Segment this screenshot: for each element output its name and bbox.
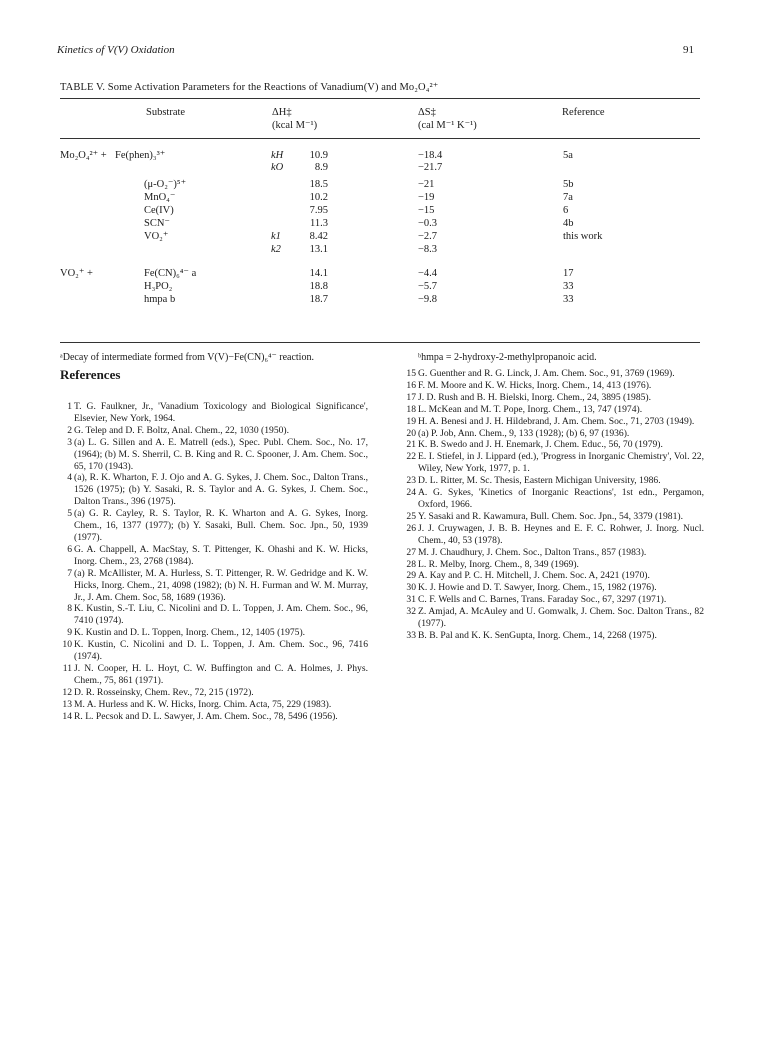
running-head [57, 44, 694, 60]
reference-number: 33 [406, 629, 416, 641]
reference-text: A. G. Sykes, 'Kinetics of Inorganic Reactions', 1st edn., Pergamon, Oxford, 1966. [418, 487, 704, 510]
row-delta-s: −19 [418, 192, 435, 203]
header-delta-s-unit: (cal M⁻¹ K⁻¹) [418, 120, 477, 131]
reference-number: 28 [406, 558, 416, 570]
reference-text: K. Kustin, C. Nicolini and D. L. Toppen, J. Am. Chem. Soc., 96, 7416 (1974). [74, 639, 368, 663]
reference-text: J. N. Cooper, H. L. Hoyt, C. W. Buffington and C. A. Holmes, J. Phys. Chem., 75, 861 (1971). [74, 662, 368, 686]
reference-text: (a) P. Job, Ann. Chem., 9, 133 (1928); (b) 6, 97 (1936). [418, 427, 630, 439]
reference-number: 6 [67, 543, 72, 555]
row-delta-s: −2.7 [418, 231, 438, 242]
row-delta-s: −5.7 [418, 281, 438, 292]
table-caption: TABLE V. Some Activation Parameters for the Reactions of Vanadium(V) and Mo₂O₄²⁺ [60, 82, 439, 93]
row-delta-h: 7.95 [309, 205, 328, 216]
reference-text: (a) G. R. Cayley, R. S. Taylor, R. K. Wharton and A. G. Sykes, Inorg. Chem., 16, 1377 (1977); (b) Y. Sasaki, Bull. Chem. Soc. Jpn., 50, 1939 (1977). [74, 508, 368, 543]
row-reactant: VO₂⁺ + [60, 268, 93, 279]
reference-entry [404, 368, 704, 380]
reference-text: G. A. Chappell, A. MacStay, S. T. Pittenger, K. Ohashi and K. W. Hicks, Inorg. Chem., 23, 2768 (1984). [74, 543, 368, 567]
reference-text: H. A. Benesi and J. H. Hildebrand, J. Am. Chem. Soc., 71, 2703 (1949). [418, 415, 695, 427]
row-reference: 17 [563, 268, 574, 279]
reference-number: 29 [406, 570, 416, 582]
reference-text: D. R. Rosseinsky, Chem. Rev., 72, 215 (1972). [74, 686, 254, 698]
row-substrate: MnO₄⁻ [144, 192, 176, 203]
reference-text: M. J. Chaudhury, J. Chem. Soc., Dalton Trans., 857 (1983). [418, 546, 647, 558]
running-title: Kinetics of V(V) Oxidation [57, 44, 175, 56]
reference-entry [60, 711, 368, 723]
row-delta-s: −18.4 [418, 150, 443, 161]
reference-entry [60, 437, 368, 473]
reference-number: 22 [406, 451, 416, 463]
reference-entry [404, 416, 704, 428]
reference-number: 32 [406, 606, 416, 618]
row-reference: 5a [563, 150, 573, 161]
row-rate-constant: kH [271, 150, 284, 161]
row-substrate: H₃PO₂ [144, 281, 173, 292]
row-delta-s: −4.4 [418, 268, 438, 279]
reference-number: 1 [67, 401, 72, 412]
reference-number: 15 [406, 368, 416, 379]
reference-number: 13 [62, 698, 72, 710]
reference-number: 17 [406, 391, 416, 403]
row-reference: 33 [563, 281, 574, 292]
row-substrate: hmpa b [144, 294, 176, 305]
row-delta-s: −21.7 [418, 162, 443, 173]
reference-number: 7 [67, 567, 72, 579]
reference-entry [404, 523, 704, 547]
row-delta-h: 18.5 [309, 179, 328, 190]
table-top-rule [60, 98, 700, 99]
header-substrate: Substrate [146, 107, 186, 118]
activation-parameters-table [60, 98, 700, 344]
page-number: 91 [683, 44, 694, 56]
row-delta-s: −9.8 [418, 294, 438, 305]
reference-entry [60, 425, 368, 437]
table-footnote-a: ᵃDecay of intermediate formed from V(V)−Fe(CN)₆⁴⁻ reaction. [60, 352, 314, 363]
row-rate-constant: kO [271, 162, 284, 173]
reference-text: T. G. Faulkner, Jr., 'Vanadium Toxicology and Biological Significance', Elsevier, New York, 1964. [74, 401, 368, 424]
row-reference: 6 [563, 205, 569, 216]
reference-entry [60, 508, 368, 544]
reference-entry [60, 627, 368, 639]
references-right-column [404, 368, 704, 642]
reference-number: 23 [406, 475, 416, 487]
row-delta-s: −8.3 [418, 244, 438, 255]
row-delta-h: 11.3 [310, 218, 328, 229]
reference-number: 31 [406, 594, 416, 606]
reference-entry [404, 582, 704, 594]
header-reference: Reference [562, 107, 605, 118]
row-delta-h: 8.9 [314, 162, 328, 173]
reference-entry [404, 475, 704, 487]
reference-text: D. L. Ritter, M. Sc. Thesis, Eastern Michigan University, 1986. [418, 475, 661, 487]
reference-entry [404, 594, 704, 606]
reference-number: 26 [406, 522, 416, 534]
reference-number: 19 [406, 415, 416, 427]
reference-text: K. J. Howie and D. T. Sawyer, Inorg. Chem., 15, 1982 (1976). [418, 582, 657, 594]
reference-text: (a) L. G. Sillen and A. E. Matrell (eds.), Spec. Publ. Chem. Soc., No. 17, (1964); (b) M. S. Sherril, C. B. King and R. C. Spooner, J. Am. Chem. Soc., 65, 170 (1943). [74, 436, 368, 472]
row-delta-s: −0.3 [418, 218, 438, 229]
references-left-column [60, 401, 368, 722]
reference-entry [60, 568, 368, 604]
reference-text: R. L. Pecsok and D. L. Sawyer, J. Am. Chem. Soc., 78, 5496 (1956). [74, 710, 338, 722]
row-substrate: VO₂⁺ [144, 231, 169, 242]
reference-text: E. I. Stiefel, in J. Lippard (ed.), 'Progress in Inorganic Chemistry', Vol. 22, Wiley, New York, 1977, p. 1. [418, 451, 704, 475]
reference-entry [404, 511, 704, 523]
row-delta-h: 10.2 [309, 192, 328, 203]
reference-number: 14 [62, 710, 72, 722]
reference-text: G. Telep and D. F. Boltz, Anal. Chem., 22, 1030 (1950). [74, 424, 290, 436]
reference-text: A. Kay and P. C. H. Mitchell, J. Chem. Soc. A, 2421 (1970). [418, 570, 650, 582]
header-delta-s: ΔS‡ [418, 107, 436, 118]
row-delta-h: 13.1 [309, 244, 328, 255]
reference-number: 2 [67, 424, 72, 436]
row-substrate: Fe(CN)₆⁴⁻ a [144, 268, 197, 279]
reference-entry [60, 699, 368, 711]
reference-entry [404, 392, 704, 404]
reference-entry [60, 401, 368, 425]
row-rate-constant: k2 [271, 244, 281, 255]
reference-number: 9 [67, 627, 72, 639]
reference-number: 25 [406, 510, 416, 522]
row-delta-h: 10.9 [309, 150, 328, 161]
reference-number: 24 [406, 487, 416, 499]
row-reference: this work [563, 231, 603, 242]
reference-text: C. F. Wells and C. Barnes, Trans. Faraday Soc., 67, 3297 (1971). [418, 594, 667, 606]
reference-entry [60, 544, 368, 568]
reference-text: K. Kustin and D. L. Toppen, Inorg. Chem., 12, 1405 (1975). [74, 627, 306, 639]
row-substrate: Ce(IV) [144, 205, 174, 216]
table-footnote-b: ᵇhmpa = 2-hydroxy-2-methylpropanoic acid. [418, 352, 597, 363]
reference-number: 5 [67, 508, 72, 520]
reference-entry [404, 404, 704, 416]
reference-number: 21 [406, 439, 416, 451]
table-bottom-rule [60, 342, 700, 343]
reference-number: 4 [67, 472, 72, 484]
reference-text: L. McKean and M. T. Pope, Inorg. Chem., 13, 747 (1974). [418, 403, 643, 415]
reference-text: J. J. Cruywagen, J. B. B. Heynes and E. F. C. Rohwer, J. Inorg. Nucl. Chem., 40, 53 (1978). [418, 522, 704, 546]
reference-text: L. R. Melby, Inorg. Chem., 8, 349 (1969). [418, 558, 579, 570]
row-reference: 33 [563, 294, 574, 305]
reference-number: 3 [67, 436, 72, 448]
table-header-rule [60, 138, 700, 139]
reference-text: J. D. Rush and B. H. Bielski, Inorg. Chem., 24, 3895 (1985). [418, 391, 651, 403]
reference-entry [404, 439, 704, 451]
reference-text: B. B. Pal and K. K. SenGupta, Inorg. Chem., 14, 2268 (1975). [418, 629, 657, 641]
row-delta-h: 14.1 [309, 268, 328, 279]
row-reference: 7a [563, 192, 573, 203]
reference-text: (a) R. McAllister, M. A. Hurless, S. T. Pittenger, R. W. Gedridge and K. W. Hicks, Inorg. Chem., 21, 4098 (1982); (b) N. H. Furman and W. M. Murray, Jr., J. Am. Chem. Soc, 58, 1689 (1936). [74, 567, 368, 603]
reference-number: 27 [406, 546, 416, 558]
row-delta-h: 18.7 [309, 294, 328, 305]
reference-number: 8 [67, 603, 72, 615]
reference-entry [404, 606, 704, 630]
reference-text: F. M. Moore and K. W. Hicks, Inorg. Chem., 14, 413 (1976). [418, 379, 652, 391]
reference-entry [404, 547, 704, 559]
reference-number: 11 [62, 662, 72, 674]
row-delta-s: −15 [418, 205, 435, 216]
row-reactant: Mo₂O₄²⁺ + [60, 150, 107, 161]
reference-text: K. Kustin, S.-T. Liu, C. Nicolini and D. L. Toppen, J. Am. Chem. Soc., 96, 7410 (1974). [74, 603, 368, 627]
reference-number: 20 [406, 427, 416, 439]
reference-entry [60, 687, 368, 699]
reference-number: 12 [62, 686, 72, 698]
row-substrate: (μ-O₂⁻)⁵⁺ [144, 179, 187, 190]
reference-text: Y. Sasaki and R. Kawamura, Bull. Chem. Soc. Jpn., 54, 3379 (1981). [418, 510, 683, 522]
reference-entry [60, 663, 368, 687]
reference-entry [404, 428, 704, 440]
reference-text: Z. Amjad, A. McAuley and U. Gomwalk, J. Chem. Soc. Dalton Trans., 82 (1977). [418, 606, 704, 630]
row-reference: 5b [563, 179, 574, 190]
reference-number: 10 [62, 639, 72, 651]
reference-number: 30 [406, 582, 416, 594]
reference-entry [404, 380, 704, 392]
header-delta-h-unit: (kcal M⁻¹) [272, 120, 318, 131]
row-substrate: Fe(phen)₃³⁺ [115, 150, 166, 161]
reference-text: G. Guenther and R. G. Linck, J. Am. Chem. Soc., 91, 3769 (1969). [418, 368, 675, 379]
row-substrate: SCN⁻ [144, 218, 170, 229]
reference-number: 16 [406, 379, 416, 391]
reference-entry [404, 451, 704, 475]
reference-entry [404, 487, 704, 511]
reference-entry [404, 559, 704, 571]
row-delta-s: −21 [418, 179, 435, 190]
reference-entry [60, 639, 368, 663]
reference-text: M. A. Hurless and K. W. Hicks, Inorg. Chim. Acta, 75, 229 (1983). [74, 698, 332, 710]
row-reference: 4b [563, 218, 574, 229]
references-heading: References [60, 367, 121, 382]
row-delta-h: 8.42 [309, 231, 328, 242]
reference-text: (a), R. K. Wharton, F. J. Ojo and A. G. Sykes, J. Chem. Soc., Dalton Trans., 1526 (1975); (b) Y. Sasaki, R. S. Taylor and A. G. Sykes, J. Chem. Soc., Dalton Trans., 396 (1975). [74, 472, 368, 508]
header-delta-h: ΔH‡ [272, 107, 292, 118]
reference-number: 18 [406, 403, 416, 415]
reference-entry [60, 603, 368, 627]
row-rate-constant: k1 [271, 231, 281, 242]
reference-entry [404, 570, 704, 582]
reference-text: K. B. Swedo and J. H. Enemark, J. Chem. Educ., 56, 70 (1979). [418, 439, 663, 451]
reference-entry [404, 630, 704, 642]
row-delta-h: 18.8 [309, 281, 328, 292]
reference-entry [60, 472, 368, 508]
